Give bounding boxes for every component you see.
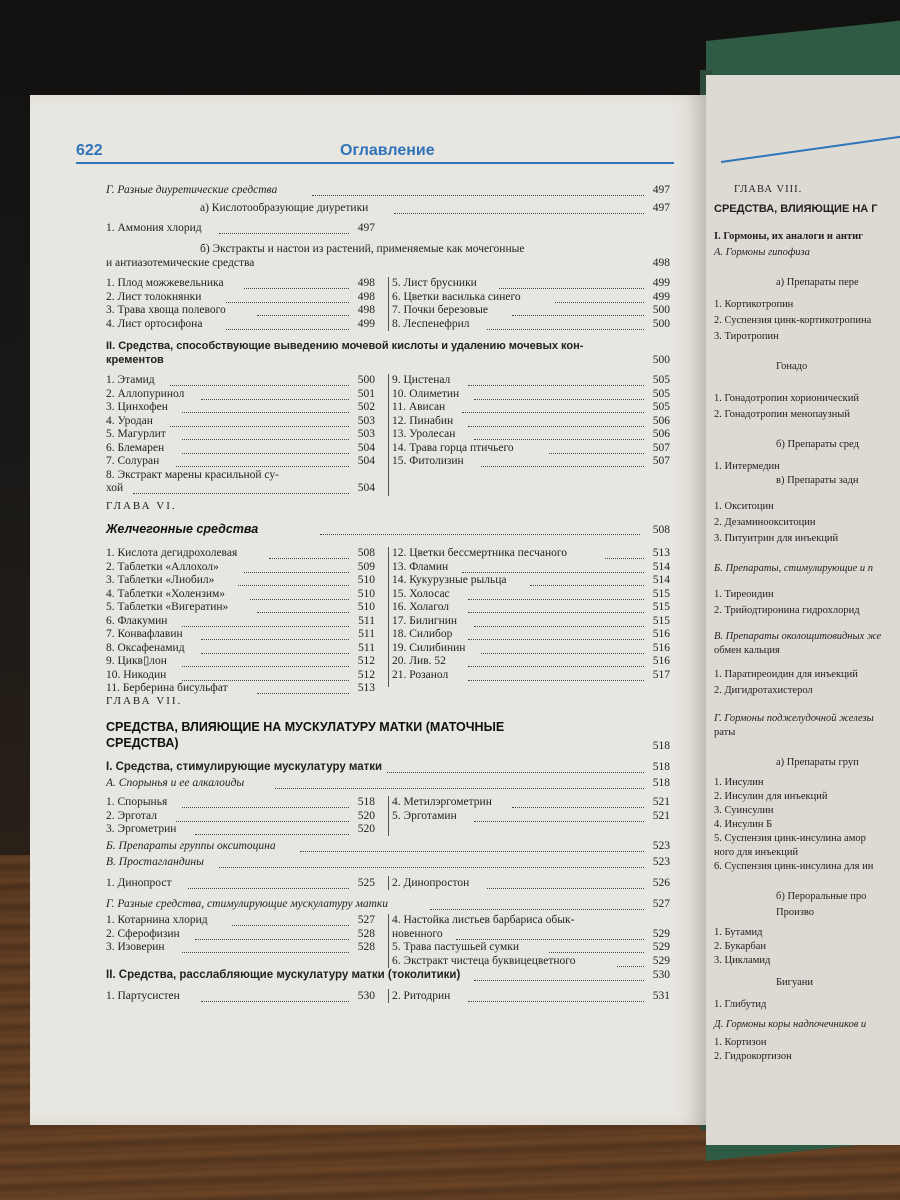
right-toc-line: В. Препараты околощитовидных же <box>714 631 882 642</box>
toc-entry-label: 2. Таблетки «Аллохол» <box>106 560 219 573</box>
toc-entry-page: 500 <box>652 317 670 330</box>
right-toc-line: 1. Паратиреоидин для инъекций <box>714 669 858 680</box>
toc-entry-page: 510 <box>357 587 375 600</box>
chapter-label: ГЛАВА VI. <box>106 500 177 512</box>
dot-leader <box>219 223 349 234</box>
toc-entry-page: 517 <box>652 668 670 681</box>
toc-entry-label: 16. Холагол <box>392 601 450 613</box>
right-toc-line: 2. Гидрокортизон <box>714 1051 792 1062</box>
toc-entry-page: 498 <box>357 304 375 316</box>
toc-entry-label: Г. Разные средства, стимулирующие мускулатуру матки <box>106 898 389 910</box>
dot-leader <box>481 643 644 654</box>
dot-leader <box>468 656 644 667</box>
toc-entry-label: 7. Почки березовые <box>392 304 488 316</box>
right-toc-line: обмен кальция <box>714 645 780 656</box>
right-toc-line: 5. Суспензия цинк-инсулина амор <box>714 833 866 844</box>
right-toc-line: а) Препараты груп <box>776 757 859 768</box>
right-toc-line: 2. Дигидротахистерол <box>714 685 813 696</box>
toc-entry-page: 507 <box>652 455 670 467</box>
toc-entry-page: 510 <box>357 601 375 613</box>
dot-leader <box>182 616 349 627</box>
toc-entry-page: 526 <box>652 877 670 889</box>
toc-entry-page: 529 <box>652 927 670 940</box>
right-toc-line: Бигуани <box>776 977 813 988</box>
toc-entry-page: 511 <box>358 614 375 627</box>
dot-leader <box>530 575 644 586</box>
toc-entry-page: 518 <box>652 761 670 773</box>
toc-entry-page: 515 <box>652 614 670 627</box>
page-title: Оглавление <box>340 142 435 159</box>
toc-entry-page: 508 <box>357 547 375 559</box>
toc-entry-label: 9. Цикв▯лон <box>106 655 167 667</box>
toc-entry-label: 1. Спорынья <box>106 796 168 808</box>
toc-entry-label: I. Средства, стимулирующие мускулатуру матки <box>106 761 383 773</box>
dot-leader <box>312 185 644 196</box>
toc-entry-label: 2. Лист толокнянки <box>106 290 202 303</box>
dot-leader <box>462 402 644 413</box>
right-toc-line: 4. Инсулин Б <box>714 819 773 830</box>
toc-entry-page: 518 <box>652 740 670 752</box>
dot-leader <box>487 319 644 330</box>
toc-entry-label: 8. Экстракт марены красильной су- <box>106 468 279 481</box>
right-toc-line: 1. Интермедин <box>714 461 780 472</box>
toc-entry-label: В. Простагландины <box>106 856 204 868</box>
toc-entry-label: 8. Леспенефрил <box>392 317 470 330</box>
right-toc-line: 2. Букарбан <box>714 941 766 952</box>
toc-entry-page: 497 <box>357 222 375 234</box>
right-toc-line: 3. Цикламид <box>714 955 771 966</box>
toc-entry-page: 503 <box>357 414 375 427</box>
toc-entry-page: 527 <box>652 898 670 910</box>
toc-entry-page: 528 <box>357 927 375 940</box>
toc-entry-page: 521 <box>652 809 670 822</box>
toc-entry-label: 19. Силибинин <box>392 641 466 654</box>
right-toc-line: б) Препараты сред <box>776 439 859 450</box>
dot-leader <box>394 203 644 214</box>
column-divider <box>388 989 389 1003</box>
toc-entry-label: и антиазотемические средства <box>106 257 255 269</box>
dot-leader <box>201 629 349 640</box>
toc-entry-label: 12. Цветки бессмертника песчаного <box>392 547 568 559</box>
dot-leader <box>320 524 640 535</box>
toc-entry-page: 505 <box>652 401 670 413</box>
right-toc-line: 3. Суинсулин <box>714 805 774 816</box>
column-divider <box>388 914 389 968</box>
right-toc-line: Г. Гормоны поджелудочной железы <box>714 713 874 724</box>
toc-entry-page: 525 <box>357 877 375 889</box>
dot-leader <box>549 443 644 454</box>
dot-leader <box>269 548 349 559</box>
toc-entry-page: 516 <box>652 655 670 667</box>
toc-entry-label: 3. Эргометрин <box>106 823 177 835</box>
right-toc-line: 2. Гонадотропин менопаузный <box>714 409 850 420</box>
toc-entry-page: 516 <box>652 641 670 654</box>
dot-leader <box>182 656 349 667</box>
toc-entry-label: 3. Трава хвоща полевого <box>106 304 226 316</box>
toc-entry-page: 528 <box>357 941 375 953</box>
toc-entry-page: 511 <box>358 641 375 654</box>
toc-entry-label: 20. Лив. 52 <box>392 655 446 667</box>
toc-entry-label: Б. Препараты группы окситоцина <box>106 840 276 852</box>
right-toc-line: 6. Суспензия цинк-инсулина для ин <box>714 861 874 872</box>
toc-entry-label: А. Спорынья и ее алкалоиды <box>106 777 245 789</box>
toc-entry-label: 2. Ритодрин <box>392 990 451 1002</box>
section-heading: крементов <box>106 354 164 366</box>
chapter-title: СРЕДСТВА, ВЛИЯЮЩИЕ НА МУСКУЛАТУРУ МАТКИ (МАТОЧНЫЕ <box>106 720 505 734</box>
toc-entry-page: 498 <box>357 277 375 289</box>
toc-entry-page: 514 <box>652 574 670 586</box>
dot-leader <box>300 841 644 852</box>
right-toc-line: а) Препараты пере <box>776 277 859 288</box>
dot-leader <box>275 778 644 789</box>
toc-entry-label: 2. Сферофизин <box>106 927 180 940</box>
toc-entry-page: 500 <box>652 354 670 366</box>
right-toc-line: раты <box>714 727 736 738</box>
toc-entry-label: б) Экстракты и настои из растений, применяемые как мочегонные <box>200 243 525 255</box>
right-toc-line: 1. Бутамид <box>714 927 763 938</box>
chapter-title: СРЕДСТВА) <box>106 736 179 750</box>
dot-leader <box>176 811 349 822</box>
toc-entry-label: 6. Цветки василька синего <box>392 290 521 303</box>
toc-entry-page: 505 <box>652 387 670 400</box>
chapter-label: ГЛАВА VII. <box>106 695 183 707</box>
toc-entry-label: 18. Силибор <box>392 628 453 640</box>
dot-leader <box>195 929 349 940</box>
right-toc-line: 1. Гонадотропин хорионический <box>714 393 859 404</box>
dot-leader <box>456 929 644 940</box>
toc-entry-label: 5. Трава пастушьей сумки <box>392 941 519 953</box>
toc-entry-label: 3. Цинхофен <box>106 401 168 413</box>
dot-leader <box>182 670 349 681</box>
toc-entry-page: 505 <box>652 374 670 386</box>
toc-entry-label: 1. Кислота дегидрохолевая <box>106 547 238 559</box>
right-toc-line: 2. Дезаминоокситоцин <box>714 517 816 528</box>
toc-entry-label: 10. Олиметин <box>392 387 460 400</box>
toc-entry-page: 503 <box>357 428 375 440</box>
dot-leader <box>512 797 644 808</box>
toc-entry-page: 516 <box>652 628 670 640</box>
right-header-rule <box>721 133 900 163</box>
dot-leader <box>474 811 644 822</box>
right-toc-line: 1. Кортизон <box>714 1037 767 1048</box>
toc-entry-label: 9. Цистенал <box>392 374 451 386</box>
dot-leader <box>188 878 349 889</box>
dot-leader <box>226 292 349 303</box>
toc-entry-page: 530 <box>357 990 375 1002</box>
dot-leader <box>133 483 349 494</box>
toc-entry-label: 12. Пинабин <box>392 414 454 427</box>
toc-entry-page: 510 <box>357 574 375 586</box>
toc-entry-page: 515 <box>652 601 670 613</box>
toc-entry-page: 523 <box>652 856 670 868</box>
toc-entry-page: 512 <box>357 668 375 681</box>
dot-leader <box>462 562 644 573</box>
right-page <box>706 75 900 1145</box>
dot-leader <box>257 602 349 613</box>
dot-leader <box>195 824 349 835</box>
toc-entry-page: 506 <box>652 414 670 427</box>
toc-entry-label: 21. Розанол <box>392 668 449 681</box>
toc-entry-page: 511 <box>358 628 375 640</box>
right-toc-line: 3. Питуитрин для инъекций <box>714 533 839 544</box>
right-toc-line: 1. Тиреоидин <box>714 589 774 600</box>
right-toc-line: 2. Инсулин для инъекций <box>714 791 828 802</box>
toc-entry-label: 7. Солуран <box>106 455 160 467</box>
toc-entry-label: 7. Конвафлавин <box>106 628 183 640</box>
dot-leader <box>182 429 349 440</box>
toc-entry-page: 513 <box>357 682 375 694</box>
toc-entry-page: 509 <box>357 560 375 573</box>
toc-entry-page: 499 <box>357 317 375 330</box>
toc-entry-page: 529 <box>652 954 670 967</box>
right-toc-line: Гонадо <box>776 361 808 372</box>
toc-entry-label: 3. Изоверин <box>106 941 165 953</box>
toc-entry-label: 14. Трава горца птичьего <box>392 441 514 454</box>
chapter-label: ГЛАВА VIII. <box>734 184 803 195</box>
toc-entry-page: 514 <box>652 560 670 573</box>
toc-entry-page: 501 <box>357 387 375 400</box>
toc-entry-page: 520 <box>357 809 375 822</box>
toc-entry-label: 4. Таблетки «Холензим» <box>106 587 226 600</box>
column-divider <box>388 547 389 687</box>
toc-entry-label: 6. Экстракт чистеца буквицецветного <box>392 954 576 967</box>
toc-entry-page: 521 <box>652 796 670 808</box>
dot-leader <box>555 292 644 303</box>
column-divider <box>388 277 389 331</box>
right-toc-line: б) Пероральные про <box>776 891 867 902</box>
dot-leader <box>244 562 349 573</box>
dot-leader <box>468 416 644 427</box>
toc-entry-label: 4. Уродан <box>106 414 153 427</box>
toc-entry-page: 500 <box>357 374 375 386</box>
dot-leader <box>182 443 349 454</box>
right-toc-line: 3. Тиротропин <box>714 331 779 342</box>
toc-entry-label: 3. Таблетки «Лиобил» <box>106 574 215 586</box>
dot-leader <box>238 575 349 586</box>
right-toc-line: Произво <box>776 907 814 918</box>
toc-entry-label: 5. Магурлит <box>106 428 166 440</box>
toc-entry-label: 2. Аллопуринол <box>106 387 185 400</box>
toc-entry-page: 502 <box>357 401 375 413</box>
column-divider <box>388 876 389 890</box>
dot-leader <box>481 456 644 467</box>
toc-entry-page: 523 <box>652 840 670 852</box>
right-toc-line: Б. Препараты, стимулирующие и п <box>714 563 874 574</box>
dot-leader <box>474 616 644 627</box>
dot-leader <box>549 942 644 953</box>
right-toc-line: 1. Кортикотропин <box>714 299 794 310</box>
dot-leader <box>250 589 349 600</box>
toc-entry-page: 498 <box>357 290 375 303</box>
dot-leader <box>487 878 644 889</box>
toc-entry-label: хой <box>106 482 124 494</box>
dot-leader <box>201 389 349 400</box>
toc-entry-label: новенного <box>392 927 443 940</box>
column-divider <box>388 796 389 836</box>
toc-entry-label: 17. Билигнин <box>392 614 458 627</box>
dot-leader <box>182 942 349 953</box>
dot-leader <box>201 643 349 654</box>
toc-entry-page: 520 <box>357 823 375 835</box>
toc-entry-label: 5. Лист брусники <box>392 277 477 289</box>
dot-leader <box>201 991 349 1002</box>
dot-leader <box>605 548 644 559</box>
header-rule <box>76 162 674 164</box>
right-toc-line: ного для инъекций <box>714 847 799 858</box>
dot-leader <box>474 389 644 400</box>
toc-entry-label: 15. Холосас <box>392 587 450 600</box>
dot-leader <box>257 305 349 316</box>
right-toc-line: I. Гормоны, их аналоги и антиг <box>714 231 863 242</box>
toc-entry-page: 508 <box>652 524 670 536</box>
right-toc-line: 1. Глибутид <box>714 999 767 1010</box>
dot-leader <box>182 402 349 413</box>
toc-entry-page: 506 <box>652 428 670 440</box>
toc-entry-label: 13. Фламин <box>392 560 449 573</box>
dot-leader <box>430 899 644 910</box>
toc-entry-page: 497 <box>652 202 670 214</box>
chapter-title: СРЕДСТВА, ВЛИЯЮЩИЕ НА Г <box>714 203 878 215</box>
right-toc-line: Д. Гормоны коры надпочечников и <box>714 1019 867 1030</box>
dot-leader <box>499 278 644 289</box>
dot-leader <box>176 456 349 467</box>
dot-leader <box>244 278 349 289</box>
toc-entry-page: 527 <box>357 914 375 926</box>
dot-leader <box>257 683 349 694</box>
toc-entry-page: 513 <box>652 547 670 559</box>
toc-entry-page: 504 <box>357 482 375 494</box>
toc-entry-page: 507 <box>652 441 670 454</box>
dot-leader <box>170 375 349 386</box>
toc-entry-page: 504 <box>357 455 375 467</box>
right-toc-line: 2. Суспензия цинк-кортикотропина <box>714 315 872 326</box>
dot-leader <box>219 857 644 868</box>
section-heading: II. Средства, способствующие выведению мочевой кислоты и удалению мочевых кон- <box>106 340 584 352</box>
toc-entry-page: 515 <box>652 587 670 600</box>
running-header <box>76 138 676 168</box>
toc-entry-label: 1. Котарнина хлорид <box>106 914 208 926</box>
right-toc-line: в) Препараты задн <box>776 475 859 486</box>
dot-leader <box>468 375 644 386</box>
toc-entry-label: 1. Плод можжевельника <box>106 277 224 289</box>
toc-entry-page: 504 <box>357 441 375 454</box>
chapter-title: Желчегонные средства <box>106 522 259 536</box>
toc-entry-label: 5. Таблетки «Вигератин» <box>106 601 229 613</box>
toc-entry-label: 10. Никодин <box>106 668 167 681</box>
right-toc-line: 1. Инсулин <box>714 777 764 788</box>
toc-entry-label: 4. Настойка листьев барбариса обык- <box>392 914 575 926</box>
toc-entry-label: 13. Уролесан <box>392 428 456 440</box>
right-toc-line: 2. Трийодтиронина гидрохлорид <box>714 605 860 616</box>
toc-entry-page: 518 <box>652 777 670 789</box>
toc-entry-label: 14. Кукурузные рыльца <box>392 574 507 586</box>
dot-leader <box>226 319 349 330</box>
toc-entry-page: 500 <box>652 304 670 316</box>
dot-leader <box>387 762 644 773</box>
dot-leader <box>474 970 644 981</box>
toc-entry-page: 498 <box>652 257 670 269</box>
dot-leader <box>468 991 644 1002</box>
toc-entry-label: Г. Разные диуретические средства <box>106 184 278 196</box>
toc-entry-page: 499 <box>652 277 670 289</box>
toc-entry-label: 1. Этамид <box>106 374 155 386</box>
dot-leader <box>468 602 644 613</box>
toc-entry-label: 1. Динопрост <box>106 877 172 889</box>
dot-leader <box>512 305 644 316</box>
toc-entry-label: а) Кислотообразующие диуретики <box>200 202 369 214</box>
dot-leader <box>468 670 644 681</box>
right-toc-line: 1. Окситоцин <box>714 501 774 512</box>
right-toc-line: А. Гормоны гипофиза <box>714 247 810 258</box>
toc-entry-label: 5. Эрготамин <box>392 809 457 822</box>
dot-leader <box>468 629 644 640</box>
toc-entry-label: 4. Лист ортосифона <box>106 317 203 330</box>
dot-leader <box>170 416 349 427</box>
toc-entry-label: 11. Ависан <box>392 401 446 413</box>
toc-entry-page: 529 <box>652 941 670 953</box>
toc-entry-label: 6. Блемарен <box>106 441 165 454</box>
toc-entry-label: 1. Партусистен <box>106 990 180 1002</box>
toc-entry-label: 4. Метилэргометрин <box>392 796 492 808</box>
toc-entry-page: 497 <box>652 184 670 196</box>
toc-entry-page: 518 <box>357 796 375 808</box>
dot-leader <box>232 915 349 926</box>
toc-entry-label: 2. Динопростон <box>392 877 470 889</box>
toc-entry-label: 2. Эрготал <box>106 809 157 822</box>
toc-entry-page: 499 <box>652 290 670 303</box>
dot-leader <box>182 797 349 808</box>
dot-leader <box>474 429 644 440</box>
toc-entry-label: II. Средства, расслабляющие мускулатуру матки (токолитики) <box>106 969 461 981</box>
toc-entry-label: 8. Оксафенамид <box>106 641 185 654</box>
column-divider <box>388 374 389 496</box>
toc-entry-label: 6. Флакумин <box>106 614 168 627</box>
toc-entry-page: 512 <box>357 655 375 667</box>
dot-leader <box>468 589 644 600</box>
toc-entry-page: 531 <box>652 990 670 1002</box>
toc-entry-page: 530 <box>652 969 670 981</box>
dot-leader <box>617 956 644 967</box>
toc-entry-label: 11. Берберина бисульфат <box>106 682 228 694</box>
page-number: 622 <box>76 142 103 159</box>
toc-entry-label: 1. Аммония хлорид <box>106 222 202 234</box>
toc-entry-label: 15. Фитолизин <box>392 455 464 467</box>
